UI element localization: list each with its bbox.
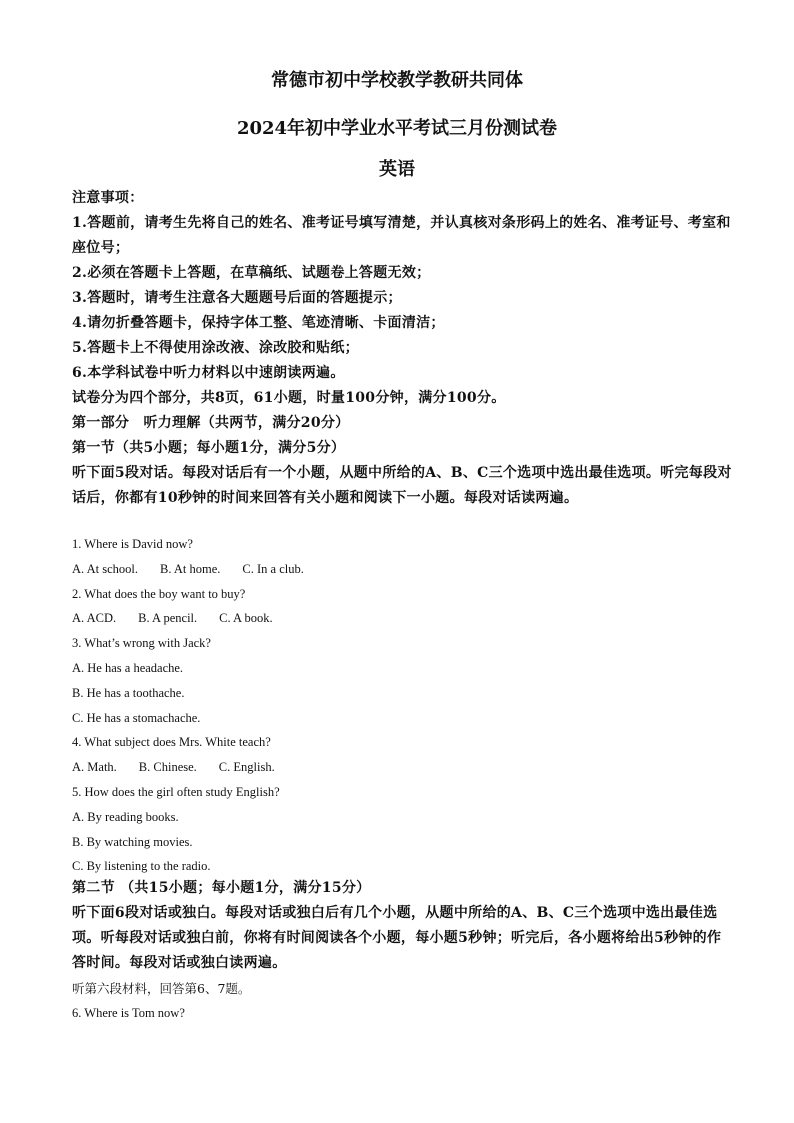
note-item: 6.本学科试卷中听力材料以中速朗读两遍。	[72, 365, 345, 381]
option: B. By watching movies.	[72, 834, 193, 849]
part1-title: 第一部分 听力理解（共两节，满分20分）	[72, 415, 350, 431]
notes-heading: 注意事项：	[72, 190, 144, 206]
option: A. By reading books.	[72, 809, 179, 824]
note-item: 5.答题卡上不得使用涂改液、涂改胶和贴纸；	[72, 340, 359, 356]
subject-title: 英语	[379, 159, 415, 180]
material-6-note: 听第六段材料，回答第6、7题。	[72, 981, 251, 996]
section1-title: 第一节（共5小题；每小题1分，满分5分）	[72, 440, 346, 456]
option: C. A book.	[219, 611, 273, 626]
option: B. At home.	[159, 561, 221, 576]
notes-section	[72, 186, 732, 511]
option: C. In a club.	[242, 561, 304, 576]
exam-summary: 试卷分为四个部分，共8页，61小题，时量100分钟，满分100分。	[72, 390, 506, 406]
option: B. He has a toothache.	[72, 685, 185, 700]
option: A. ACD.	[72, 611, 117, 626]
options-row	[72, 755, 732, 780]
option: A. At school.	[72, 561, 138, 576]
section2	[72, 876, 732, 1026]
option: C. English.	[218, 760, 275, 775]
options-row	[72, 557, 732, 582]
note-item: 2.必须在答题卡上答题，在草稿纸、试题卷上答题无效；	[72, 265, 431, 281]
question-text: 5. How does the girl often study English?	[72, 784, 280, 799]
note-item: 4.请勿折叠答题卡，保持字体工整、笔迹清晰、卡面清洁；	[72, 315, 445, 331]
option: B. Chinese.	[138, 760, 197, 775]
option: B. A pencil.	[138, 611, 198, 626]
option: C. By listening to the radio.	[72, 859, 211, 874]
question-text: 3. What’s wrong with Jack?	[72, 636, 211, 651]
exam-title: 2024年初中学业水平考试三月份测试卷	[236, 118, 558, 139]
options-row	[72, 606, 732, 631]
note-item: 3.答题时，请考生注意各大题题号后面的答题提示；	[72, 290, 402, 306]
question-text: 1. Where is David now?	[72, 537, 193, 551]
questions-1-5	[72, 532, 732, 879]
option: A. He has a headache.	[72, 660, 184, 675]
question-text: 6. Where is Tom now?	[72, 1006, 185, 1020]
section1-intro: 听下面5段对话。每段对话后有一个小题，从题中所给的A、B、C三个选项中选出最佳选项。听完每段对话后，你都有10秒钟的时间来回答有关小题和阅读下一小题。每段对话读两遍。	[72, 465, 732, 506]
school-title: 常德市初中学校教学教研共同体	[271, 70, 523, 91]
note-item: 1.答题前，请考生先将自己的姓名、准考证号填写清楚，并认真核对条形码上的姓名、准考证号、考室和座位号；	[72, 215, 731, 256]
question-text: 2. What does the boy want to buy?	[72, 586, 246, 601]
option: C. He has a stomachache.	[72, 710, 201, 725]
section2-title: 第二节 （共15小题；每小题1分，满分15分）	[72, 880, 371, 896]
question-text: 4. What subject does Mrs. White teach?	[72, 735, 271, 750]
section2-intro: 听下面6段对话或独白。每段对话或独白后有几个小题，从题中所给的A、B、C三个选项中选出最佳选项。听每段对话或独白前，你将有时间阅读各个小题，每小题5秒钟；听完后，各小题将给出5秒钟的作答时间。每段对话或独白读两遍。	[72, 905, 722, 971]
option: A. Math.	[72, 760, 117, 775]
